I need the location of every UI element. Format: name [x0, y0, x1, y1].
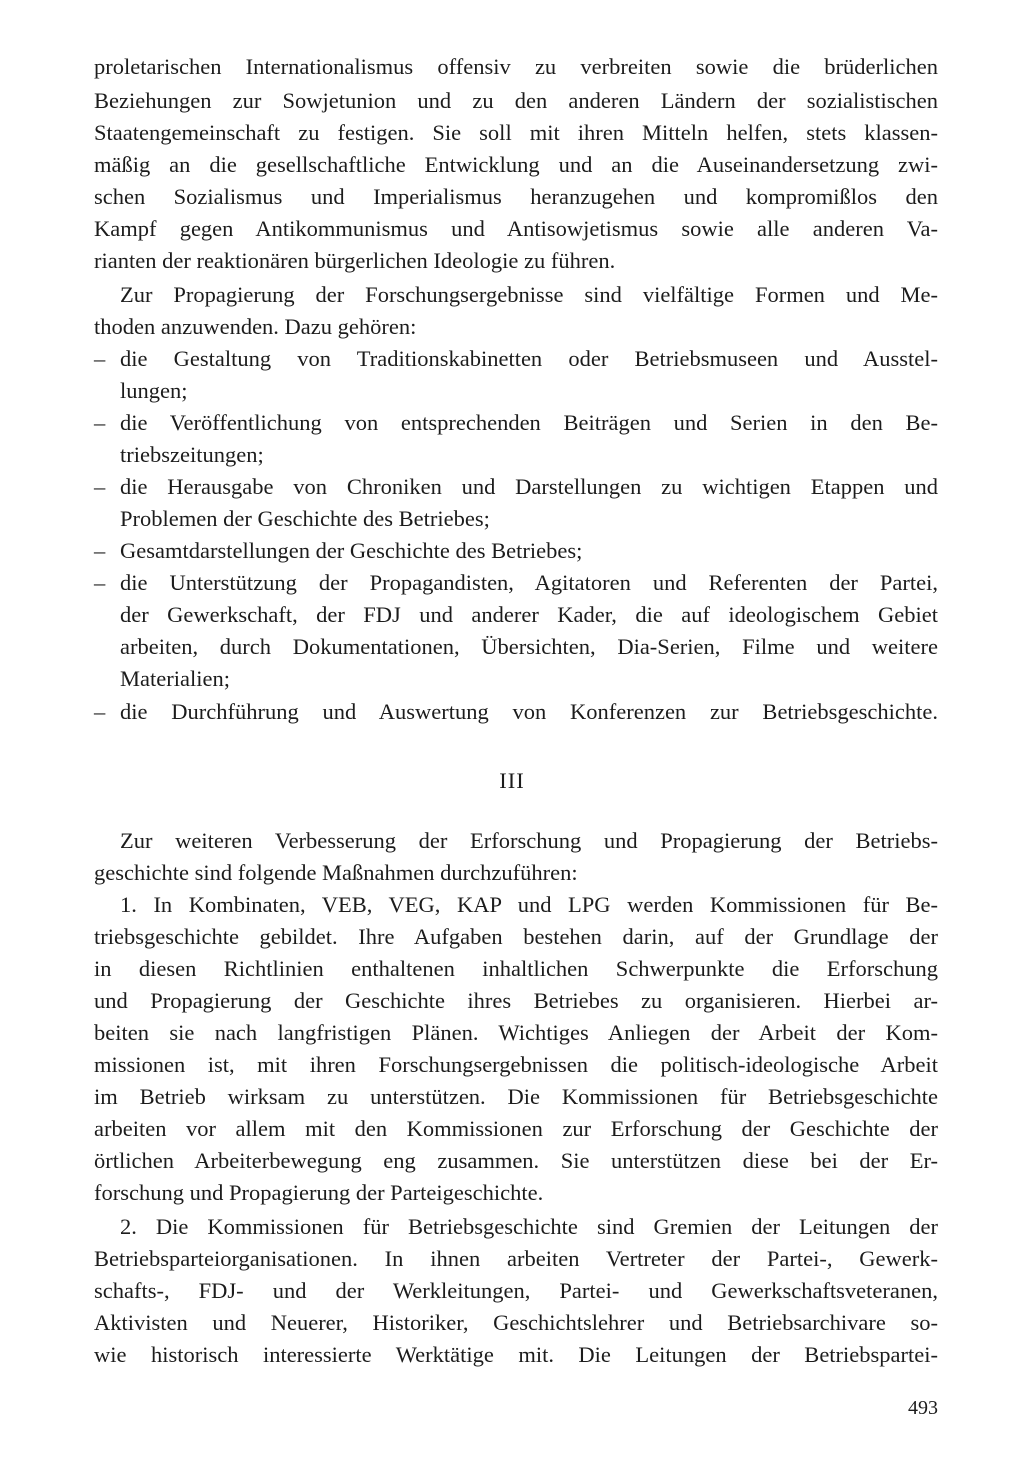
text-line: proletarischen Internationalismus offensiv zu verbreiten sowie die brüderlichen — [94, 54, 938, 79]
dash-marker: – — [94, 570, 106, 595]
text-line: schafts-, FDJ- und der Werkleitungen, Partei- und Gewerkschaftsveteranen, — [94, 1278, 938, 1303]
text-line: triebszeitungen; — [120, 442, 264, 467]
text-line: die Gestaltung von Traditionskabinetten oder Betriebsmuseen und Ausstel- — [120, 346, 938, 371]
text-line: rianten der reaktionären bürgerlichen Ideologie zu führen. — [94, 248, 616, 273]
dash-marker: – — [94, 410, 106, 435]
text-line: Zur weiteren Verbesserung der Erforschung und Propagierung der Betriebs- — [120, 828, 938, 853]
text-line: triebsgeschichte gebildet. Ihre Aufgaben bestehen darin, auf der Grundlage der — [94, 924, 938, 949]
text-line: Kampf gegen Antikommunismus und Antisowjetismus sowie alle anderen Va- — [94, 216, 938, 241]
dash-marker: – — [94, 474, 106, 499]
text-line: thoden anzuwenden. Dazu gehören: — [94, 314, 417, 339]
text-line: mäßig an die gesellschaftliche Entwicklung und an die Auseinandersetzung zwi- — [94, 152, 938, 177]
text-line: Gesamtdarstellungen der Geschichte des Betriebes; — [120, 538, 583, 563]
text-line: lungen; — [120, 378, 188, 403]
text-line: arbeiten, durch Dokumentationen, Übersichten, Dia-Serien, Filme und weitere — [120, 634, 938, 659]
text-line: Betriebsparteiorganisationen. In ihnen arbeiten Vertreter der Partei-, Gewerk- — [94, 1246, 938, 1271]
text-line: missionen ist, mit ihren Forschungsergebnissen die politisch-ideologische Arbeit — [94, 1052, 938, 1077]
text-line: schen Sozialismus und Imperialismus heranzugehen und kompromißlos den — [94, 184, 938, 209]
text-line: Beziehungen zur Sowjetunion und zu den anderen Ländern der sozialistischen — [94, 88, 938, 113]
text-line: die Unterstützung der Propagandisten, Agitatoren und Referenten der Partei, — [120, 570, 938, 595]
text-line: im Betrieb wirksam zu unterstützen. Die Kommissionen für Betriebsgeschichte — [94, 1084, 938, 1109]
page-number: 493 — [908, 1397, 938, 1419]
text-line: Aktivisten und Neuerer, Historiker, Geschichtslehrer und Betriebsarchivare so- — [94, 1310, 938, 1335]
text-line: in diesen Richtlinien enthaltenen inhaltlichen Schwerpunkte die Erforschung — [94, 956, 938, 981]
text-line: 1. In Kombinaten, VEB, VEG, KAP und LPG werden Kommissionen für Be- — [120, 892, 938, 917]
text-line: Problemen der Geschichte des Betriebes; — [120, 506, 490, 531]
text-line: Materialien; — [120, 666, 230, 691]
dash-marker: – — [94, 538, 106, 563]
text-line: forschung und Propagierung der Parteigeschichte. — [94, 1180, 544, 1205]
text-line: beiten sie nach langfristigen Plänen. Wichtiges Anliegen der Arbeit der Kom- — [94, 1020, 938, 1045]
text-line: Staatengemeinschaft zu festigen. Sie soll mit ihren Mitteln helfen, stets klassen- — [94, 120, 938, 145]
text-line: örtlichen Arbeiterbewegung eng zusammen. Sie unterstützen diese bei der Er- — [94, 1148, 938, 1173]
dash-marker: – — [94, 346, 106, 371]
text-line: der Gewerkschaft, der FDJ und anderer Kader, die auf ideologischem Gebiet — [120, 602, 938, 627]
text-line: die Herausgabe von Chroniken und Darstellungen zu wichtigen Etappen und — [120, 474, 938, 499]
text-line: Zur Propagierung der Forschungsergebnisse sind vielfältige Formen und Me- — [120, 282, 938, 307]
text-line: und Propagierung der Geschichte ihres Betriebes zu organisieren. Hierbei ar- — [94, 988, 938, 1013]
text-line: die Durchführung und Auswertung von Konferenzen zur Betriebsgeschichte. — [120, 699, 938, 724]
dash-marker: – — [94, 699, 106, 724]
text-line: geschichte sind folgende Maßnahmen durchzuführen: — [94, 860, 578, 885]
text-line: arbeiten vor allem mit den Kommissionen zur Erforschung der Geschichte der — [94, 1116, 938, 1141]
text-line: wie historisch interessierte Werktätige mit. Die Leitungen der Betriebspartei- — [94, 1342, 938, 1367]
text-line: 2. Die Kommissionen für Betriebsgeschichte sind Gremien der Leitungen der — [120, 1214, 938, 1239]
section-heading: III — [499, 768, 525, 793]
text-line: die Veröffentlichung von entsprechenden Beiträgen und Serien in den Be- — [120, 410, 938, 435]
